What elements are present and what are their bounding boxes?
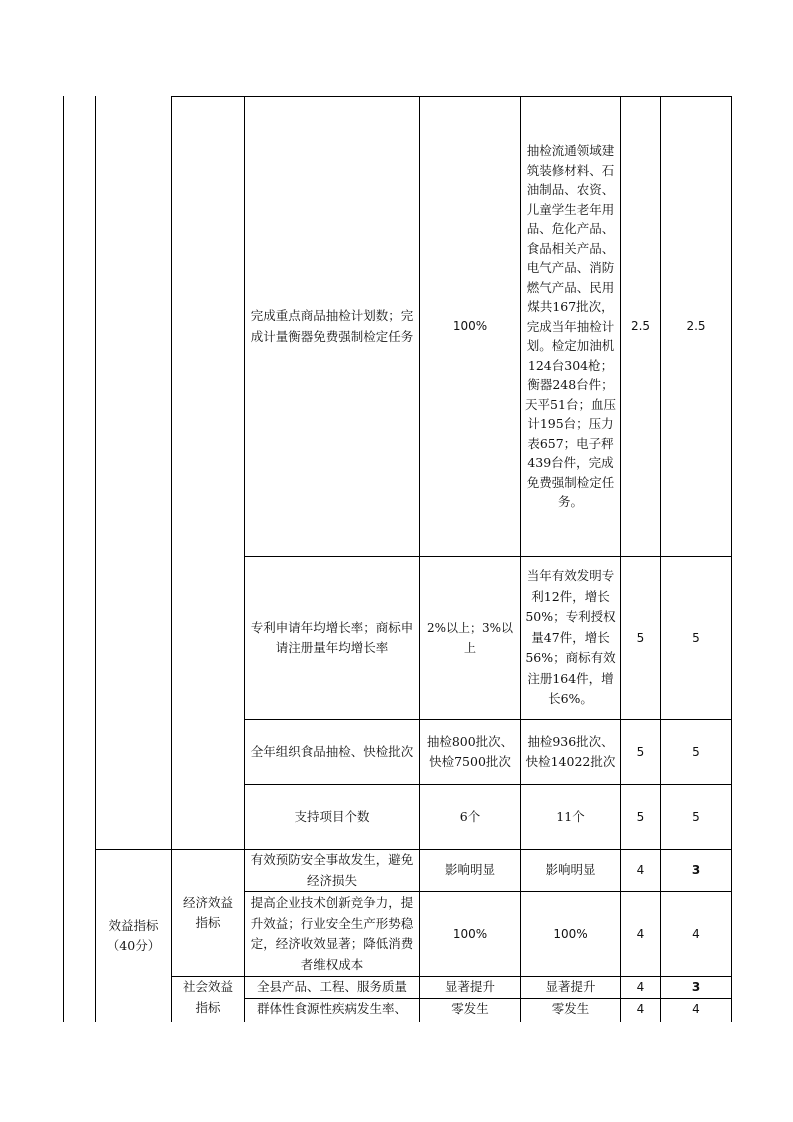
table-cell-score: [661, 999, 731, 1020]
cell-text: 5: [636, 630, 645, 645]
cell-text: 零发生: [551, 1001, 590, 1017]
cell-text: 抽检800批次、快检7500批次: [426, 733, 514, 769]
table-cell-indicator: [246, 720, 418, 784]
table-cell-actual: [523, 557, 618, 719]
subcategory-economic: [172, 850, 244, 976]
table-cell-target: [420, 720, 520, 784]
table-cell-target: [420, 892, 520, 976]
cell-text: 影响明显: [545, 862, 596, 878]
cell-text: 4: [636, 980, 645, 995]
table-cell-target: [420, 97, 520, 556]
table-cell-weight: [621, 892, 660, 976]
table-cell-indicator: [246, 97, 418, 556]
cell-text: 4: [636, 926, 645, 941]
cell-text: 6个: [459, 808, 481, 824]
table-border-right: [731, 96, 732, 1022]
cell-text: 抽检936批次、快检14022批次: [525, 733, 616, 769]
cell-text: 100%: [553, 926, 588, 941]
table-cell-actual: [523, 892, 618, 976]
table-cell-weight: [621, 785, 660, 849]
cell-text: 5: [692, 630, 700, 645]
table-cell-weight: [621, 720, 660, 784]
table-cell-target: [420, 557, 520, 719]
cell-text: 5: [692, 809, 700, 824]
cell-text: 2.5: [630, 319, 651, 334]
cell-text: 显著提升: [545, 979, 596, 995]
cell-text: 完成重点商品抽检计划数；完成计量衡器免费强制检定任务: [250, 308, 414, 344]
table-cell-actual: [523, 850, 618, 891]
table-cell-indicator: [246, 850, 418, 891]
cell-text: 当年有效发明专利12件，增长50%；专利授权量47件，增长56%；商标有效注册164件，增长6%。: [525, 568, 616, 707]
cell-text: 4: [636, 1002, 645, 1017]
table-cell-score: [661, 850, 731, 891]
table-cell-target: [420, 785, 520, 849]
table-cell-score: [661, 97, 731, 556]
category-label: 效益指标: [108, 917, 159, 933]
table-cell-actual: [523, 785, 618, 849]
category-points: （40分）: [106, 938, 161, 953]
table-cell-target: [420, 850, 520, 891]
cell-text: 5: [636, 809, 645, 824]
table-cell-score: [661, 720, 731, 784]
table-border: [520, 96, 521, 1022]
subcategory-social: [172, 977, 244, 1022]
table-cell-indicator: [246, 999, 418, 1020]
cell-text: 11个: [556, 808, 585, 824]
cell-text: 5: [636, 744, 645, 759]
table-cell-actual: [523, 97, 618, 556]
cell-text: 3: [691, 980, 701, 995]
cell-text: 专利申请年均增长率；商标申请注册量年均增长率: [250, 619, 414, 655]
cell-text: 零发生: [451, 1001, 489, 1017]
cell-text: 支持项目个数: [294, 808, 370, 824]
cell-text: 5: [692, 744, 700, 759]
cell-text: 影响明显: [444, 862, 495, 878]
table-border: [244, 96, 245, 1022]
category-benefit-indicators: [96, 850, 171, 1022]
cell-text: 4: [692, 926, 700, 941]
subcategory-label: 经济效益指标: [182, 894, 233, 930]
cell-text: 4: [692, 1002, 700, 1017]
table-cell-weight: [621, 977, 660, 998]
table-cell-actual: [523, 720, 618, 784]
cell-text: 4: [636, 863, 645, 878]
table-cell-indicator: [246, 977, 418, 998]
table-cell-score: [661, 892, 731, 976]
cell-text: 群体性食源性疾病发生率、: [256, 1001, 407, 1017]
cell-text: 有效预防安全事故发生，避免经济损失: [250, 852, 414, 888]
cell-text: 显著提升: [444, 979, 495, 995]
table-cell-actual: [523, 999, 618, 1020]
cell-text: 提高企业技术创新竞争力，提升效益；行业安全生产形势稳定，经济收效显著；降低消费者维权成本: [250, 895, 414, 972]
table-cell-actual: [523, 977, 618, 998]
table-cell-weight: [621, 557, 660, 719]
table-cell-indicator: [246, 892, 418, 976]
table-cell-score: [661, 785, 731, 849]
cell-text: 3: [691, 863, 701, 878]
table-cell-weight: [621, 850, 660, 891]
table-cell-target: [420, 999, 520, 1020]
cell-text: 2%以上；3%以上: [426, 620, 514, 655]
cell-text: 全年组织食品抽检、快检批次: [250, 743, 414, 759]
table-cell-indicator: [246, 785, 418, 849]
cell-text: 2.5: [686, 319, 706, 334]
subcategory-label: 社会效益指标: [182, 979, 233, 1015]
table-cell-weight: [621, 97, 660, 556]
table-border-left: [63, 96, 64, 1022]
table-cell-score: [661, 557, 731, 719]
cell-text: 抽检流通领域建筑装修材料、石油制品、农资、儿童学生老年用品、危化产品、食品相关产品、电气产品、消防燃气产品、民用煤共167批次，完成当年抽检计划。检定加油机124台304枪；衡器248台件；天平51台；血压计195台；压力表657；电子秤439台件，完成免费强制检定任务。: [525, 143, 616, 510]
table-cell-score: [661, 977, 731, 998]
table-cell-target: [420, 977, 520, 998]
cell-text: 100%: [452, 319, 488, 334]
cell-text: 100%: [452, 926, 488, 941]
table-cell-weight: [621, 999, 660, 1020]
cell-text: 全县产品、工程、服务质量: [256, 979, 407, 995]
table-cell-indicator: [246, 557, 418, 719]
